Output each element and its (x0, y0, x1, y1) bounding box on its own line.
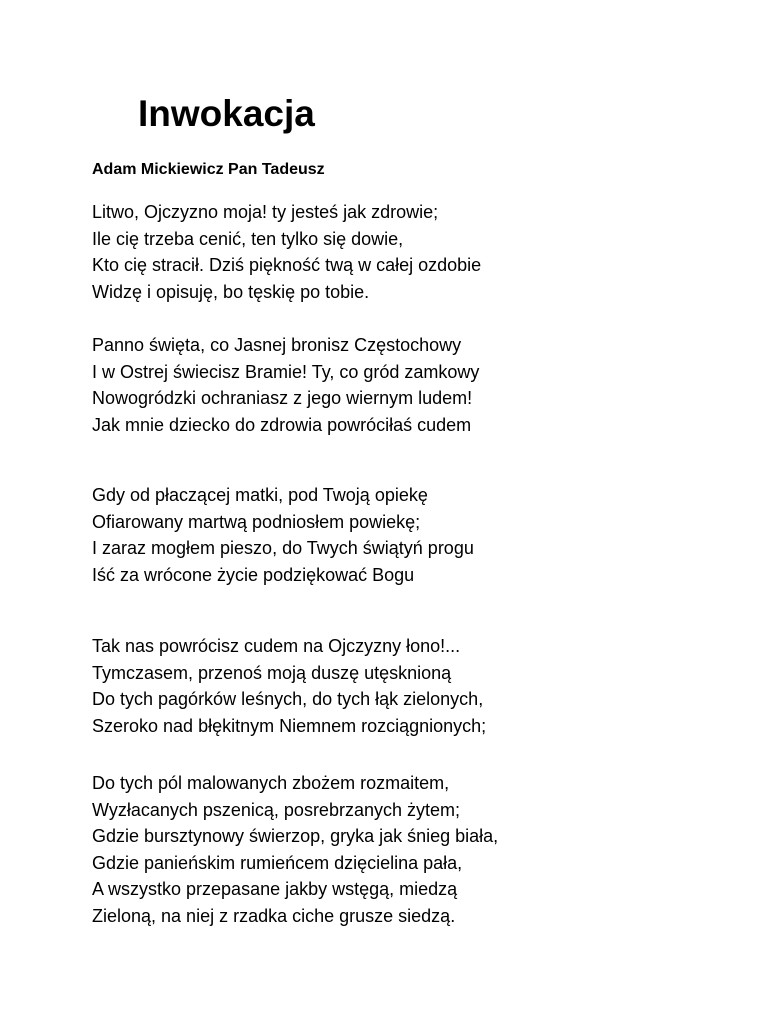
stanza-line: Widzę i opisuję, bo tęskię po tobie. (92, 281, 370, 302)
stanza-line: Wyzłacanych pszenicą, posrebrzanych żytem; (92, 799, 460, 820)
stanza-2 (92, 332, 479, 438)
stanza-line: Kto cię stracił. Dziś piękność twą w całej ozdobie (92, 255, 482, 275)
stanza-line: Do tych pól malowanych zbożem rozmaitem, (92, 773, 450, 793)
stanza-line: Ile cię trzeba cenić, ten tylko się dowie, (92, 228, 404, 249)
stanza-line: Ofiarowany martwą podniosłem powiekę; (92, 511, 421, 532)
document-subtitle: Adam Mickiewicz Pan Tadeusz (92, 161, 325, 178)
stanza-5 (92, 770, 498, 929)
document-title: Inwokacja (138, 93, 315, 134)
stanza-line: Panno święta, co Jasnej bronisz Częstochowy (92, 335, 462, 355)
stanza-4 (92, 633, 486, 739)
stanza-line: Jak mnie dziecko do zdrowia powróciłaś cudem (92, 414, 472, 435)
stanza-line: Iść za wrócone życie podziękować Bogu (92, 564, 415, 585)
stanza-line: I zaraz mogłem pieszo, do Twych świątyń progu (92, 538, 474, 558)
stanza-1 (92, 199, 481, 305)
stanza-line: A wszystko przepasane jakby wstęgą, miedzą (92, 879, 458, 899)
stanza-line: Tymczasem, przenoś moją duszę utęsknioną (92, 662, 452, 683)
stanza-3 (92, 482, 474, 588)
stanza-line: Zieloną, na niej z rzadka ciche grusze siedzą. (92, 905, 456, 926)
stanza-line: Nowogródzki ochraniasz z jego wiernym ludem! (92, 388, 473, 408)
stanza-line: Gdzie panieńskim rumieńcem dzięcielina pała, (92, 852, 463, 873)
stanza-line: Litwo, Ojczyzno moja! ty jesteś jak zdrowie; (92, 202, 439, 222)
stanza-line: Do tych pagórków leśnych, do tych łąk zielonych, (92, 689, 484, 709)
stanza-line: Gdzie bursztynowy świerzop, gryka jak śnieg biała, (92, 826, 499, 846)
stanza-line: Tak nas powrócisz cudem na Ojczyzny łono!... (92, 636, 461, 656)
stanza-line: I w Ostrej świecisz Bramie! Ty, co gród zamkowy (92, 361, 480, 382)
stanza-line: Gdy od płaczącej matki, pod Twoją opiekę (92, 485, 428, 505)
stanza-line: Szeroko nad błękitnym Niemnem rozciągnionych; (92, 715, 487, 736)
